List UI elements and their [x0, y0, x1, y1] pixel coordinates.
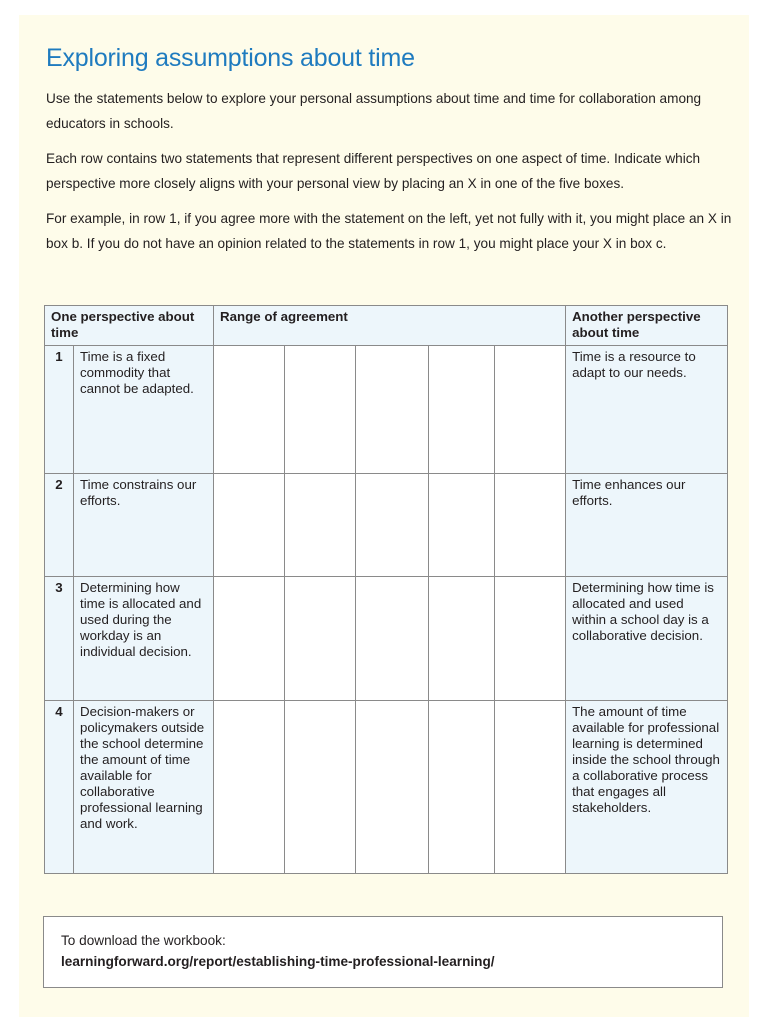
page-title: Exploring assumptions about time: [46, 44, 415, 72]
agreement-box-b[interactable]: [285, 577, 356, 701]
row-number: 3: [45, 577, 74, 701]
row-number: 1: [45, 346, 74, 474]
agreement-box-d[interactable]: [429, 346, 495, 474]
agreement-box-c[interactable]: [356, 346, 429, 474]
right-statement: Time is a resource to adapt to our needs.: [566, 346, 728, 474]
left-statement: Determining how time is allocated and used during the workday is an individual decision.: [74, 577, 214, 701]
download-label: To download the workbook:: [61, 933, 226, 948]
agreement-box-a[interactable]: [214, 346, 285, 474]
intro-paragraph: For example, in row 1, if you agree more with the statement on the left, yet not fully with it, you might place an X in box b. If you do not have an opinion related to the statements in row 1, you might place your X in box c.: [46, 211, 732, 251]
row-number: 4: [45, 701, 74, 874]
header-left-perspective: One perspective about time: [45, 306, 214, 346]
intro-paragraph: Each row contains two statements that represent different perspectives on one aspect of time. Indicate which perspective more closely aligns with your personal view by placing an X in one of the five boxes.: [46, 151, 701, 191]
download-box: [43, 916, 723, 988]
assumptions-table: [44, 305, 728, 874]
agreement-box-a[interactable]: [214, 577, 285, 701]
agreement-box-b[interactable]: [285, 701, 356, 874]
agreement-box-d[interactable]: [429, 701, 495, 874]
table-row: [45, 474, 728, 577]
agreement-box-c[interactable]: [356, 577, 429, 701]
table-row: [45, 577, 728, 701]
download-link[interactable]: learningforward.org/report/establishing-time-professional-learning/: [61, 954, 495, 969]
intro-paragraph: Use the statements below to explore your personal assumptions about time and time for collaboration among educators in schools.: [46, 91, 702, 131]
agreement-box-c[interactable]: [356, 701, 429, 874]
header-right-perspective: Another perspective about time: [566, 306, 728, 346]
agreement-box-a[interactable]: [214, 701, 285, 874]
right-statement: Time enhances our efforts.: [566, 474, 728, 577]
table-row: [45, 346, 728, 474]
agreement-box-e[interactable]: [495, 701, 566, 874]
left-statement: Decision-makers or policymakers outside the school determine the amount of time available for collaborative professional learning and work.: [74, 701, 214, 874]
agreement-box-a[interactable]: [214, 474, 285, 577]
table-header-row: [45, 306, 728, 346]
intro-text: [46, 86, 736, 266]
agreement-box-d[interactable]: [429, 474, 495, 577]
right-statement: Determining how time is allocated and used within a school day is a collaborative decision.: [566, 577, 728, 701]
agreement-box-d[interactable]: [429, 577, 495, 701]
agreement-box-e[interactable]: [495, 577, 566, 701]
agreement-box-c[interactable]: [356, 474, 429, 577]
left-statement: Time constrains our efforts.: [74, 474, 214, 577]
agreement-box-b[interactable]: [285, 474, 356, 577]
agreement-box-b[interactable]: [285, 346, 356, 474]
agreement-box-e[interactable]: [495, 474, 566, 577]
left-statement: Time is a fixed commodity that cannot be adapted.: [74, 346, 214, 474]
header-range-of-agreement: Range of agreement: [214, 306, 566, 346]
right-statement: The amount of time available for professional learning is determined inside the school through a collaborative process that engages all stakeholders.: [566, 701, 728, 874]
table-row: [45, 701, 728, 874]
agreement-box-e[interactable]: [495, 346, 566, 474]
row-number: 2: [45, 474, 74, 577]
